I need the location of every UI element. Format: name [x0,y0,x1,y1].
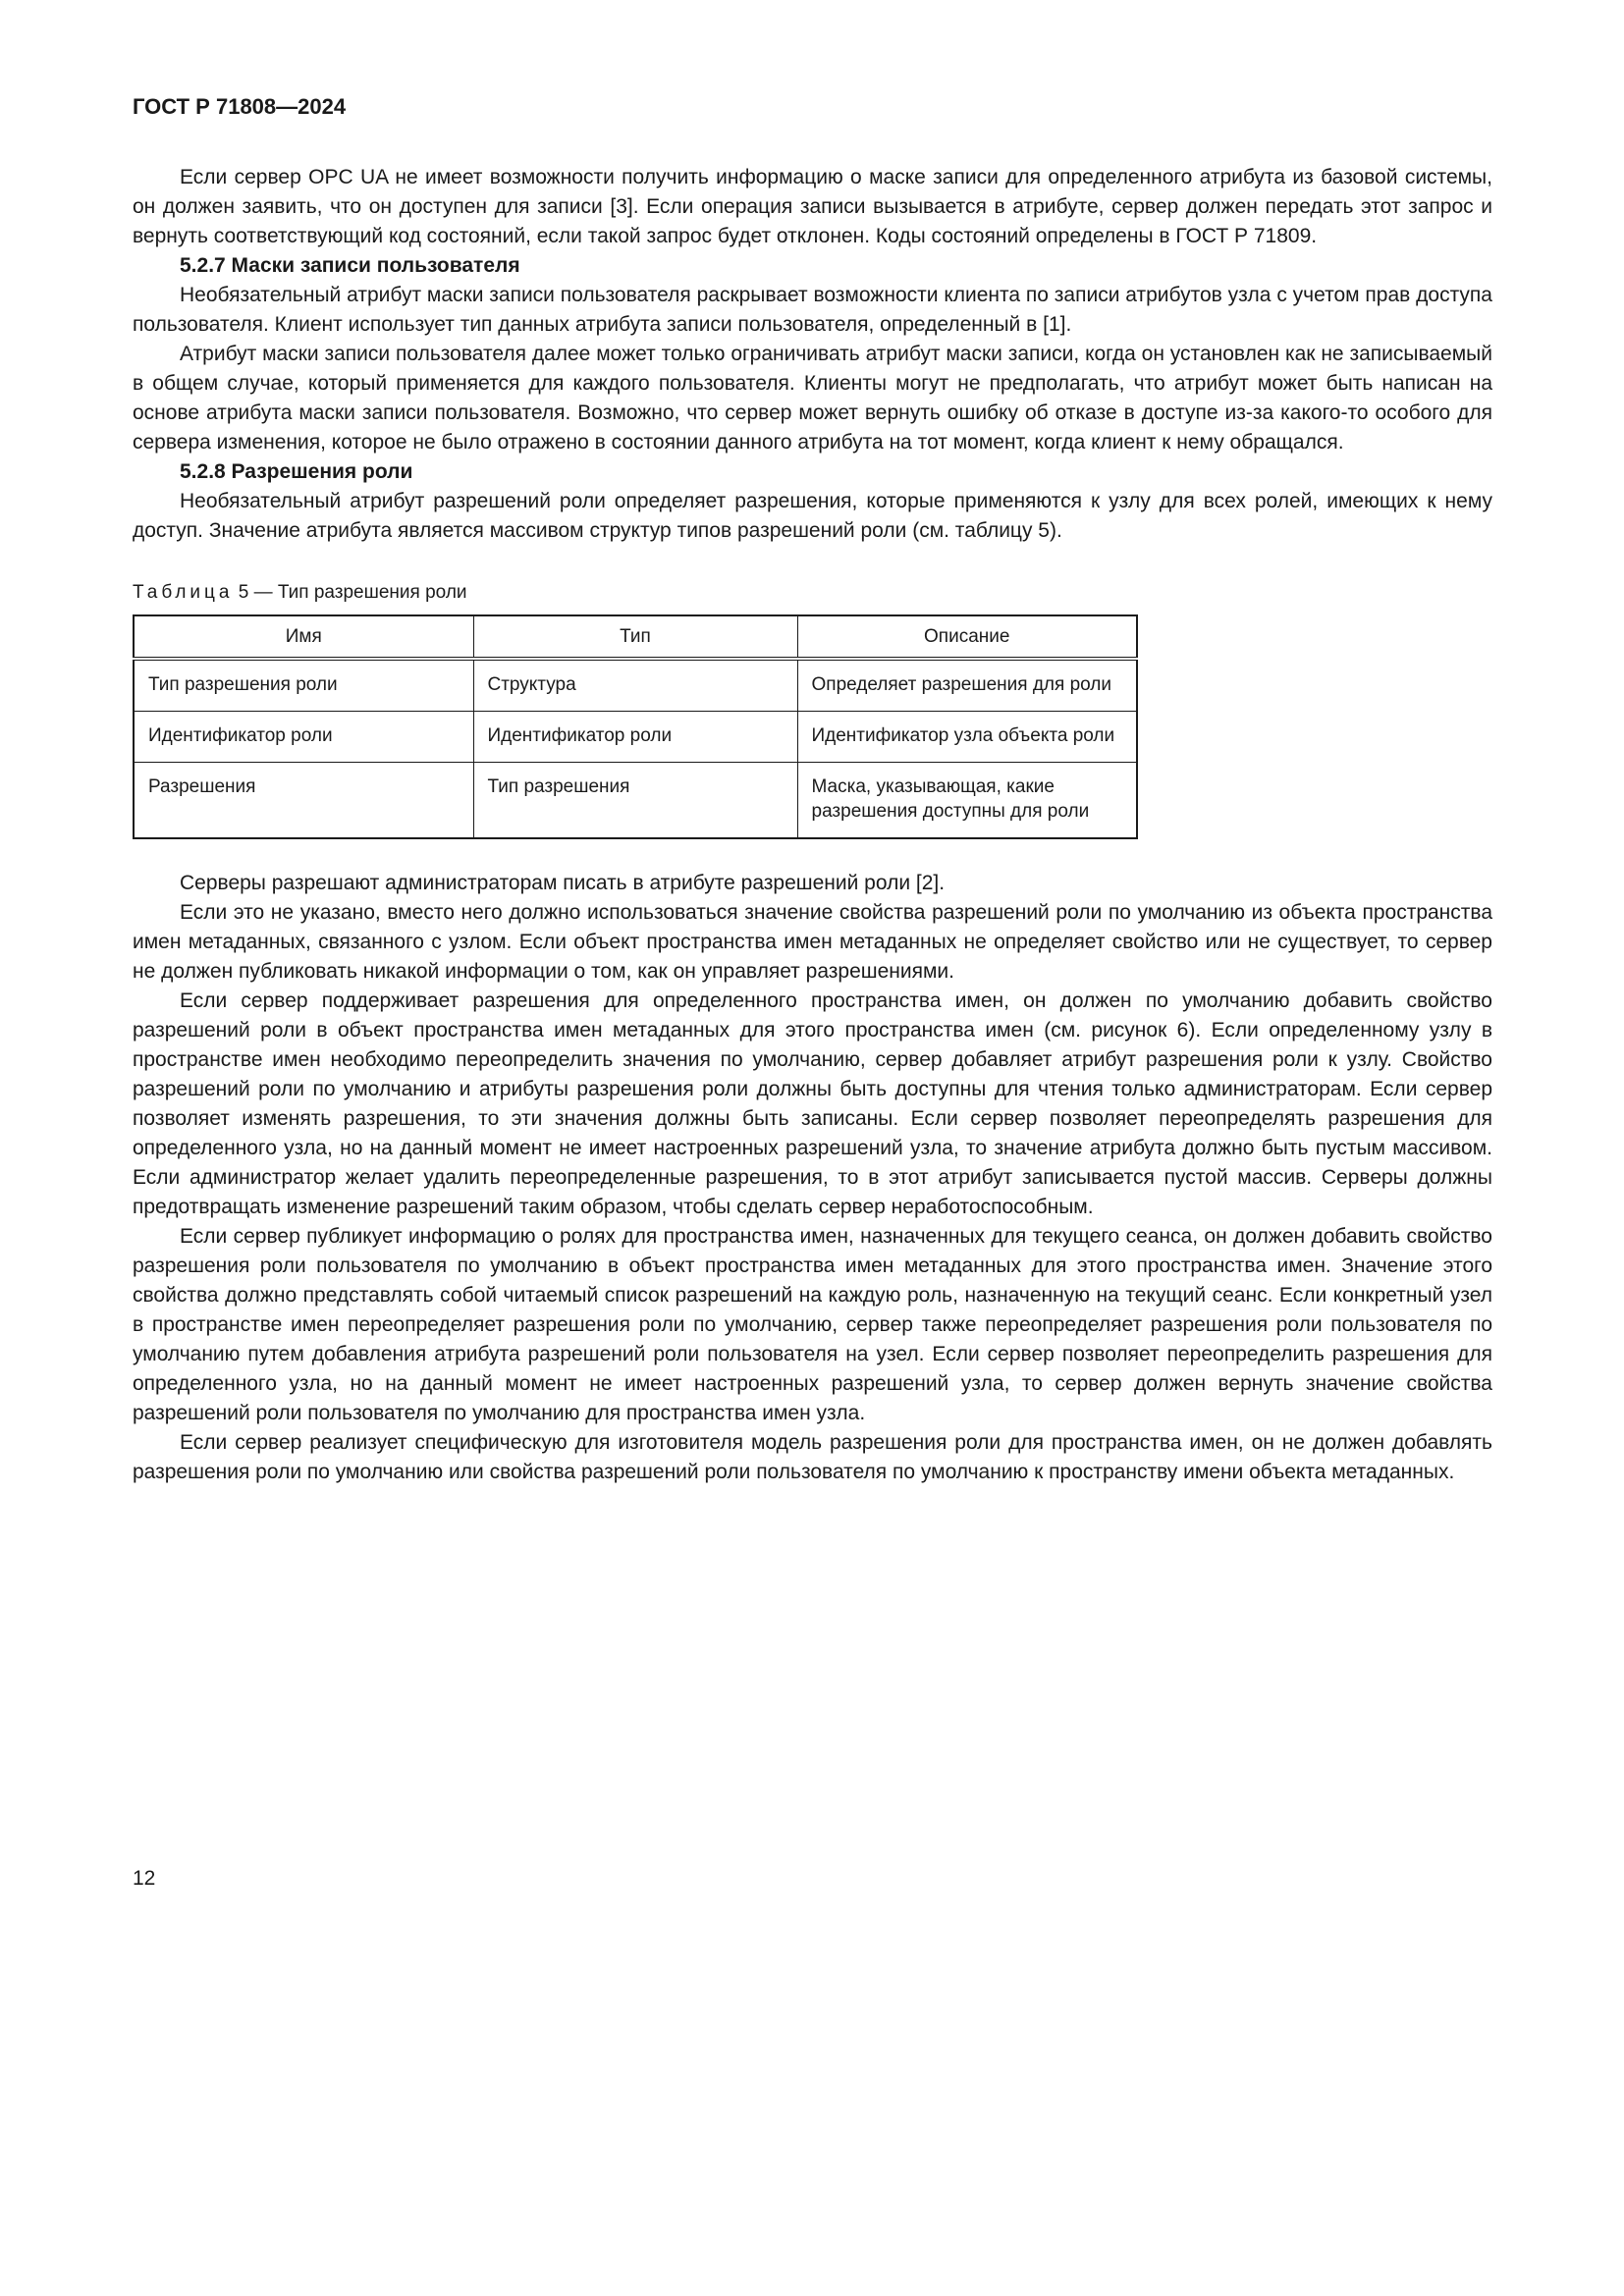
table-body [134,659,1137,838]
table-cell-type: Идентификатор роли [473,712,797,763]
table-header-row [134,615,1137,659]
table-cell-name: Разрешения [134,763,473,839]
table-cell-name: Идентификатор роли [134,712,473,763]
table-row [134,763,1137,839]
paragraph-vendor-model: Если сервер реализует специфическую для изготовителя модель разрешения роли для пространства имен, он не должен добавлять разрешения роли по умолчанию или свойства разрешений роли пользователя по умолчанию к пространству имени объекта метаданных. [133,1431,1492,1483]
table-caption-word: Таблица [133,582,234,603]
paragraph-user-write-mask-2: Атрибут маски записи пользователя далее может только ограничивать атрибут маски записи, когда он установлен как не записываемый в общем случае, который применяется для каждого пользователя. Клиенты могут не предполагать, что атрибут может быть написан на основе атрибута маски записи пользователя. Возможно, что сервер может вернуть ошибку об отказе в доступе из-за какого-то особого для сервера изменения, которое не было отражено в состоянии данного атрибута на тот момент, когда клиент к нему обращался. [133,343,1492,454]
doc-number-header: ГОСТ Р 71808—2024 [133,94,347,119]
table-cell-description: Определяет разрешения для роли [797,659,1137,712]
paragraph-user-role-permissions: Если сервер публикует информацию о ролях для пространства имен, назначенных для текущего сеанса, он должен добавить свойство разрешения роли пользователя по умолчанию в объект пространства имен метаданных для этого пространства имен. Значение этого свойства должно представлять собой читаемый список разрешений на каждую роль, назначенную на текущий сеанс. Если конкретный узел в пространстве имен переопределяет разрешения роли по умолчанию, сервер также переопределяет разрешения роли пользователя по умолчанию путем добавления атрибута разрешений роли пользователя на узел. Если сервер позволяет переопределить разрешения для определенного узла, но на данный момент не имеет настроенных разрешений узла, то сервер должен вернуть значение свойства разрешений роли пользователя по умолчанию для пространства имен узла. [133,1225,1492,1424]
paragraph-namespace-permissions: Если сервер поддерживает разрешения для определенного пространства имен, он должен по умолчанию добавить свойство разрешений роли в объект пространства имен метаданных для этого пространства имен (см. рисунок 6). Если определенному узлу в пространстве имен необходимо переопределить значения по умолчанию, сервер добавляет атрибут разрешения роли к узлу. Свойство разрешений роли по умолчанию и атрибуты разрешения роли должны быть доступны для чтения только администраторам. Если сервер позволяет изменять разрешения, то эти значения должны быть записаны. Если сервер позволяет переопределять разрешения для определенного узла, но на данный момент не имеет настроенных разрешений узла, то значение атрибута должно быть пустым массивом. Если администратор желает удалить переопределенные разрешения, то в этот атрибут записывается пустой массив. Серверы должны предотвращать изменение разрешений таким образом, чтобы сделать сервер неработоспособным. [133,989,1492,1218]
paragraph-admin-write: Серверы разрешают администраторам писать в атрибуте разрешений роли [2]. [180,872,946,894]
column-header-name: Имя [134,615,473,659]
column-header-type: Тип [473,615,797,659]
paragraph-user-write-mask-1: Необязательный атрибут маски записи пользователя раскрывает возможности клиента по записи атрибутов узла с учетом прав доступа пользователя. Клиент использует тип данных атрибута записи пользователя, определенный в [1]. [133,284,1492,336]
table-cell-type: Тип разрешения [473,763,797,839]
table-cell-name: Тип разрешения роли [134,659,473,712]
column-header-description: Описание [797,615,1137,659]
table-cell-description: Идентификатор узла объекта роли [797,712,1137,763]
paragraph-write-mask-intro: Если сервер OPC UA не имеет возможности получить информацию о маске записи для определенного атрибута из базовой системы, он должен заявить, что он доступен для записи [3]. Если операция записи вызывается в атрибуте, сервер должен передать этот запрос и вернуть соответствующий код состояний, если такой запрос будет отклонен. Коды состояний определены в ГОСТ Р 71809. [133,166,1492,247]
table-head [134,615,1137,659]
table-caption-text: 5 — Тип разрешения роли [238,582,467,603]
role-permission-type-table [133,614,1138,839]
table-cell-type: Структура [473,659,797,712]
table-row [134,659,1137,712]
section-heading-5-2-7: 5.2.7 Маски записи пользователя [180,254,520,277]
paragraph-default-permissions: Если это не указано, вместо него должно использоваться значение свойства разрешений роли по умолчанию из объекта пространства имен метаданных, связанного с узлом. Если объект пространства имен метаданных не определяет свойство или не существует, то сервер не должен публиковать никакой информации о том, как он управляет разрешениями. [133,901,1492,983]
table-caption [133,581,1492,605]
table-cell-description: Маска, указывающая, какие разрешения доступны для роли [797,763,1137,839]
table-row [134,712,1137,763]
section-heading-5-2-8: 5.2.8 Разрешения роли [180,460,413,483]
page-number: 12 [133,1867,156,1890]
paragraph-role-permissions-intro: Необязательный атрибут разрешений роли определяет разрешения, которые применяются к узлу для всех ролей, имеющих к нему доступ. Значение атрибута является массивом структур типов разрешений роли (см. таблицу 5). [133,490,1492,542]
